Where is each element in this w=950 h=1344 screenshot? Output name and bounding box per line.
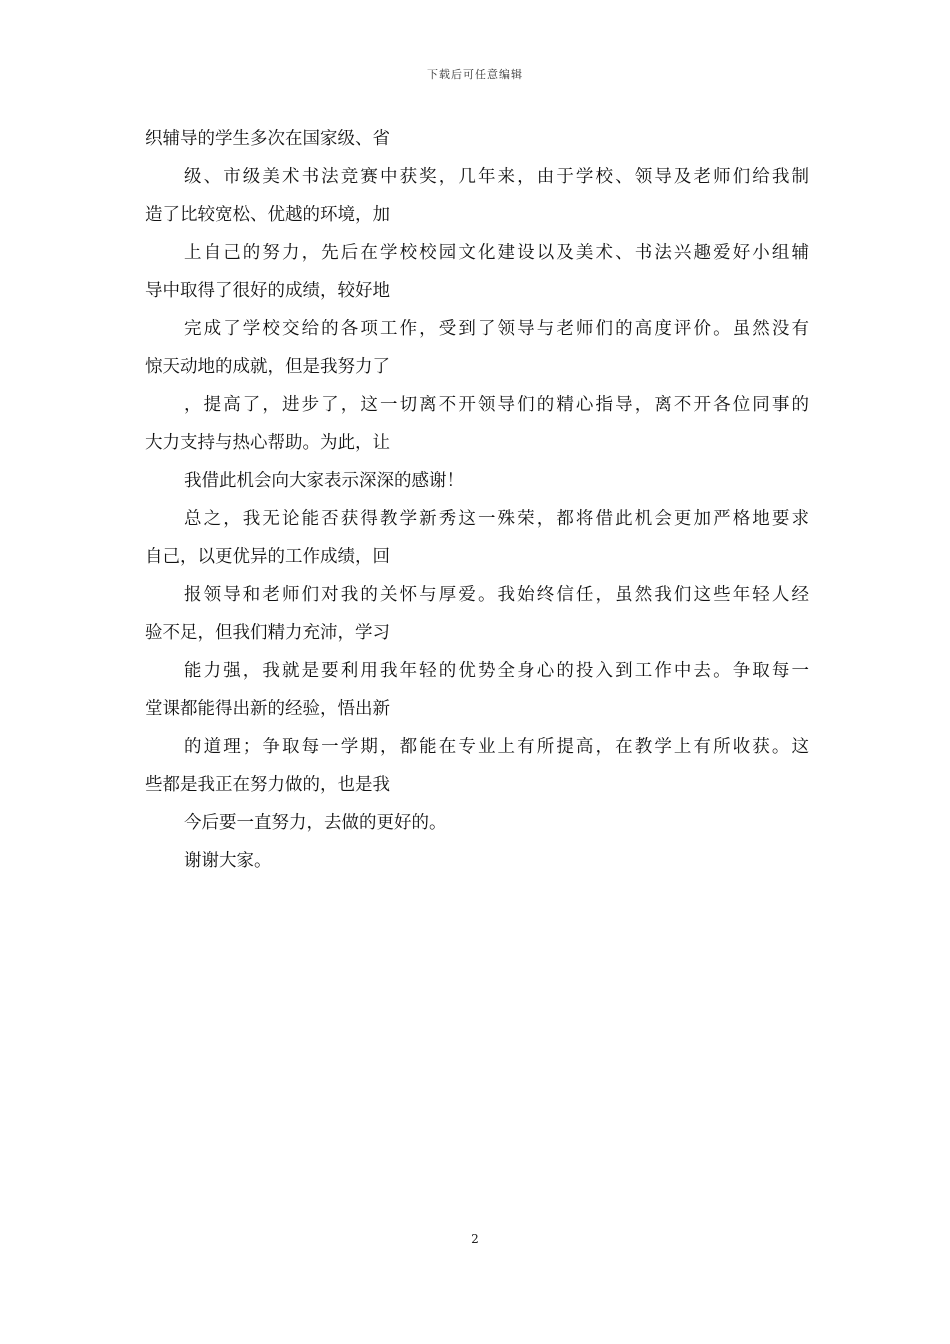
text-line: 能力强，我就是要利用我年轻的优势全身心的投入到工作中去。争取每一 xyxy=(184,661,809,681)
text-line: 造了比较宽松、优越的环境，加 xyxy=(145,205,390,225)
text-line: 今后要一直努力，去做的更好的。 xyxy=(184,813,447,833)
text-line: 自己，以更优异的工作成绩，回 xyxy=(145,547,390,567)
text-line: 完成了学校交给的各项工作，受到了领导与老师们的高度评价。虽然没有 xyxy=(184,319,809,339)
text-line: 验不足，但我们精力充沛，学习 xyxy=(145,623,390,643)
text-line: 堂课都能得出新的经验，悟出新 xyxy=(145,699,390,719)
text-line: ，提高了，进步了，这一切离不开领导们的精心指导，离不开各位同事的 xyxy=(184,395,809,415)
text-line: 我借此机会向大家表示深深的感谢！ xyxy=(184,471,464,491)
text-line: 报领导和老师们对我的关怀与厚爱。我始终信任，虽然我们这些年轻人经 xyxy=(184,585,809,605)
text-line: 惊天动地的成就，但是我努力了 xyxy=(145,357,390,377)
text-line: 导中取得了很好的成绩，较好地 xyxy=(145,281,390,301)
text-line: 织辅导的学生多次在国家级、省 xyxy=(145,129,390,149)
text-line: 些都是我正在努力做的，也是我 xyxy=(145,775,390,795)
text-line: 总之，我无论能否获得教学新秀这一殊荣，都将借此机会更加严格地要求 xyxy=(184,509,809,529)
text-line: 谢谢大家。 xyxy=(184,851,272,871)
page-header-note: 下载后可任意编辑 xyxy=(427,68,523,81)
text-line: 级、市级美术书法竞赛中获奖，几年来，由于学校、领导及老师们给我制 xyxy=(184,167,809,187)
text-line: 大力支持与热心帮助。为此，让 xyxy=(145,433,390,453)
text-line: 上自己的努力，先后在学校校园文化建设以及美术、书法兴趣爱好小组辅 xyxy=(184,243,809,263)
document-body xyxy=(145,120,809,880)
text-line: 的道理；争取每一学期，都能在专业上有所提高，在教学上有所收获。这 xyxy=(184,737,809,757)
page-number: 2 xyxy=(471,1232,479,1246)
